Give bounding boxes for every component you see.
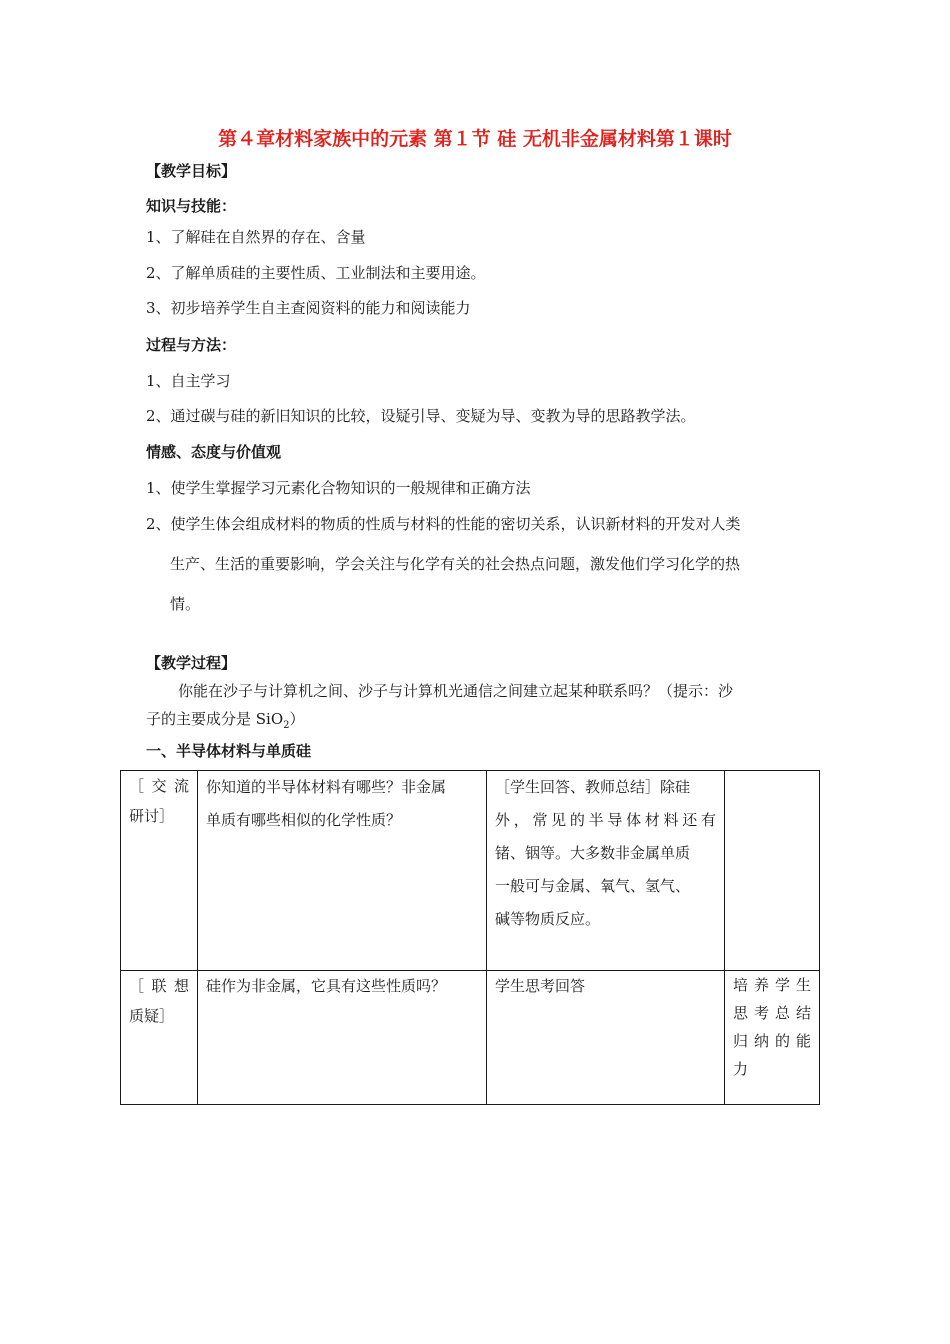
teacher-activity-line-1: 硅作为非金属，它具有这些性质吗？ [206,977,447,995]
process-item-2: 2、通过碳与硅的新旧知识的比较，设疑引导、变疑为导、变教为导的思路教学法。 [146,407,696,425]
subscript-2: 2 [283,720,290,731]
student-activity-line-2: 外，常见的半导体材料还有 [495,811,716,829]
attitude-item-1: 1、使学生掌握学习元素化合物知识的一般规律和正确方法 [146,479,531,497]
teacher-activity-cell [198,771,487,971]
intro-line-1: 你能在沙子与计算机之间、沙子与计算机光通信之间建立起某种联系吗？（提示：沙 [178,682,734,700]
section-subheading: 一、半导体材料与单质硅 [146,742,312,760]
lesson-table [120,770,820,1105]
teacher-activity-cell [198,971,487,1105]
intro-line-2 [146,708,305,731]
student-activity-line-3: 锗、铟等。大多数非金属单质 [495,844,691,862]
student-activity-cell [487,971,725,1105]
stage-cell [121,971,198,1105]
knowledge-item-2: 2、了解单质硅的主要性质、工业制法和主要用途。 [146,264,486,282]
attitude-item-2-cont-1: 生产、生活的重要影响，学会关注与化学有关的社会热点问题，激发他们学习化学的热 [170,555,741,573]
stage-label-line-2: 质疑］ [129,1007,175,1025]
stage-label-line-1: ［ 交 流 [129,777,189,795]
knowledge-heading: 知识与技能： [146,197,237,215]
student-activity-line-4: 一般可与金属、氧气、氢气、 [495,877,691,895]
student-activity-cell [487,771,725,971]
attitude-item-2: 2、使学生体会组成材料的物质的性质与材料的性能的密切关系，认识新材料的开发对人类 [146,515,741,533]
attitude-item-2-cont-2: 情。 [170,595,201,613]
table-row [121,771,820,971]
note-line-1: 培 养 学 生 [733,976,811,994]
intro-line-2-close: ） [289,710,305,728]
knowledge-item-1: 1、了解硅在自然界的存在、含量 [146,228,366,246]
note-cell [725,971,820,1105]
teaching-process-heading: 【教学过程】 [146,654,237,672]
student-activity-line-1: ［学生回答、教师总结］除硅 [495,778,691,796]
stage-label-line-1: ［ 联 想 [129,977,189,995]
process-method-heading: 过程与方法： [146,336,237,354]
stage-label-line-2: 研讨］ [129,807,175,825]
student-activity-line-1: 学生思考回答 [495,977,586,995]
note-line-3: 归 纳 的 能 [733,1032,811,1050]
stage-cell [121,771,198,971]
intro-line-2-text: 子的主要成分是 SiO [146,710,284,728]
process-item-1: 1、自主学习 [146,372,231,390]
knowledge-item-3: 3、初步培养学生自主查阅资料的能力和阅读能力 [146,299,471,317]
teacher-activity-line-2: 单质有哪些相似的化学性质？ [206,811,402,829]
document-title: 第４章材料家族中的元素 第１节 硅 无机非金属材料第１课时 [218,128,732,150]
attitude-heading: 情感、态度与价值观 [146,443,282,461]
note-line-2: 思 考 总 结 [733,1004,811,1022]
note-cell [725,771,820,971]
objectives-heading: 【教学目标】 [146,162,237,180]
teacher-activity-line-1: 你知道的半导体材料有哪些？非金属 [206,778,447,796]
student-activity-line-5: 碱等物质反应。 [495,910,601,928]
table-row [121,971,820,1105]
note-line-4: 力 [733,1060,749,1078]
